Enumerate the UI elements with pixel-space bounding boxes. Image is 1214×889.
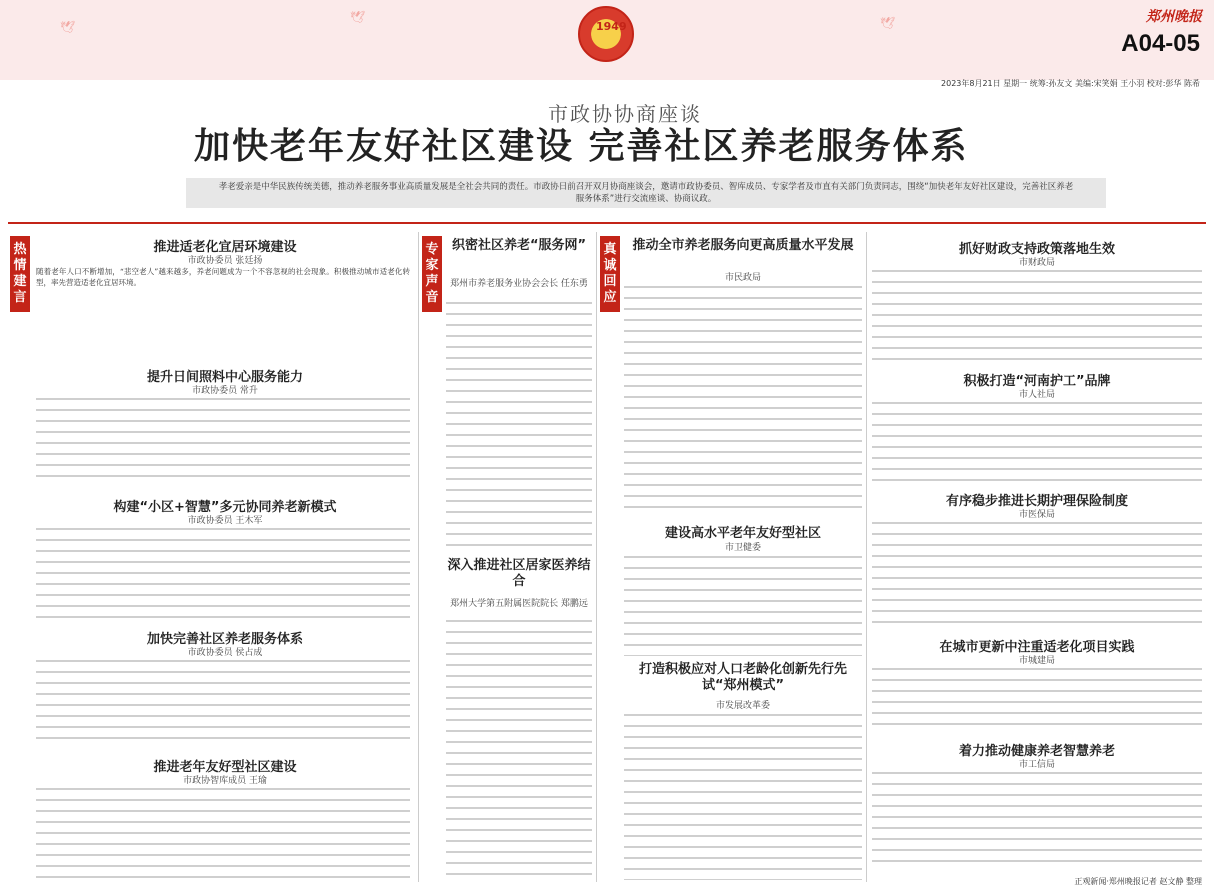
footer-credit: 正观新闻·郑州晚报记者 赵文静 整理 (1074, 877, 1202, 886)
section-title: 提升日间照料中心服务能力 (146, 370, 303, 385)
section-author: 市医保局 (1018, 510, 1055, 520)
section-author: 郑州市养老服务业协会会长 任东勇 (450, 279, 588, 289)
kicker: 市政协协商座谈 (548, 102, 702, 126)
section-title: 推动全市养老服务向更高质量水平发展 (632, 238, 854, 253)
section-author: 市发展改革委 (715, 701, 770, 711)
section-author: 市政协智库成员 王瑜 (183, 776, 267, 786)
newspaper-logo: 郑州晚报 (1146, 9, 1202, 25)
section-title: 着力推动健康养老智慧养老 (958, 744, 1115, 759)
column-divider (418, 232, 419, 882)
section-title: 推进老年友好型社区建设 (153, 760, 297, 775)
section-tag: 热情建言 (10, 236, 30, 312)
article-text-block (872, 772, 1202, 868)
article-text-block (624, 556, 862, 656)
lead-paragraph: 孝老爱亲是中华民族传统美德，推动养老服务事业高质量发展是全社会共同的责任。市政协日前召开双月协商座谈会，邀请市政协委员、智库成员、专家学者及市直有关部门负责同志，围绕“加快老年友好社区建设，完善社区养老服务体系”进行交流座谈、协商议政。 (186, 178, 1106, 208)
section-title: 建设高水平老年友好型社区 (664, 526, 821, 541)
article-text-block (872, 270, 1202, 362)
section-title: 深入推进社区居家医养结合 (447, 558, 591, 589)
cppcc-emblem-icon: 1949 (578, 6, 634, 62)
section-title: 加快完善社区养老服务体系 (146, 632, 303, 647)
section-title: 在城市更新中注重适老化项目实践 (939, 640, 1135, 655)
section-author: 市政协委员 王木军 (187, 516, 263, 526)
article-text-block (36, 398, 410, 486)
dateline: 2023年8月21日 星期一 统筹:孙友文 美编:宋笑娟 王小羽 校对:彭华 陈希 (941, 79, 1200, 88)
article-text-block (36, 660, 410, 748)
section-author: 市工信局 (1018, 760, 1055, 770)
article-text-block (624, 286, 862, 514)
divider (8, 222, 1206, 224)
section-title: 有序稳步推进长期护理保险制度 (945, 494, 1128, 509)
section-title: 打造积极应对人口老龄化创新先行先试“郑州模式” (638, 662, 847, 693)
section-tag: 专家声音 (422, 236, 442, 312)
section-author: 市政协委员 张廷扬 (187, 256, 263, 266)
section-author: 市城建局 (1018, 656, 1055, 666)
section-author: 市人社局 (1018, 390, 1055, 400)
section-tag: 真诚回应 (600, 236, 620, 312)
page-title: 加快老年友好社区建设 完善社区养老服务体系 (194, 126, 969, 167)
section-title: 构建“小区+智慧”多元协同养老新模式 (113, 500, 337, 515)
article-text-block (36, 788, 410, 880)
section-author: 郑州大学第五附属医院院长 郑鹏远 (450, 599, 588, 609)
page-number: A04-05 (1121, 30, 1200, 57)
section-title: 积极打造“河南护工”品牌 (963, 374, 1111, 389)
section-author: 市财政局 (1018, 258, 1055, 268)
dove-icon: 🕊 (880, 16, 896, 30)
section-title: 织密社区养老“服务网” (451, 238, 587, 253)
masthead-band (0, 0, 1214, 80)
article-text-block (624, 714, 862, 880)
column-divider (596, 232, 597, 882)
article-text-block (446, 302, 592, 552)
article-body: 随着老年人口不断增加，“悲空老人”越来越多，养老问题成为一个不容忽视的社会现象。积极推动城市适老化转型，率先营造适老化宜居环境。 (36, 267, 410, 287)
section-author: 市卫健委 (724, 543, 761, 553)
section-author: 市政协委员 侯占成 (187, 648, 263, 658)
section-author: 市政协委员 常升 (192, 386, 258, 396)
article-text-block (872, 668, 1202, 734)
column-divider (866, 232, 867, 882)
article-text-block (872, 522, 1202, 626)
dove-icon: 🕊 (60, 20, 76, 34)
section-title: 抓好财政支持政策落地生效 (958, 242, 1115, 257)
section-title: 推进适老化宜居环境建设 (153, 240, 297, 255)
article-text-block (36, 528, 410, 618)
dove-icon: 🕊 (350, 10, 366, 24)
article-text-block (446, 620, 592, 880)
article-text-block (872, 402, 1202, 484)
section-author: 市民政局 (724, 273, 761, 283)
